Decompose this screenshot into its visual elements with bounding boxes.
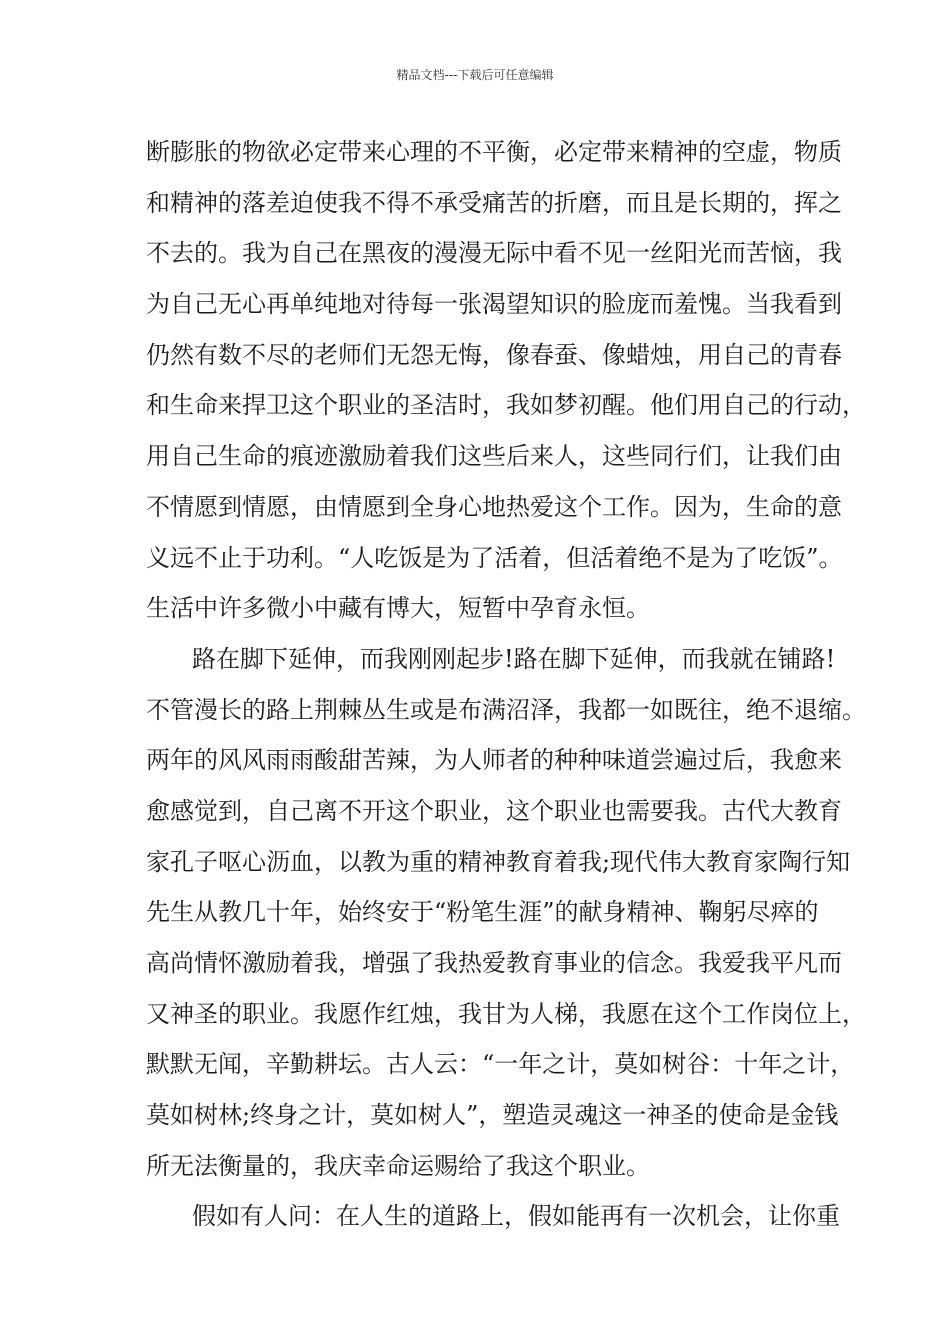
text-line: 默默无闻，辛勤耕坛。古人云：“一年之计，莫如树谷：十年之计， bbox=[146, 1050, 855, 1079]
text-line: 先生从教几十年，始终安于“粉笔生涯”的献身精神、鞠躬尽瘁的 bbox=[146, 898, 819, 927]
document-body bbox=[146, 132, 866, 1247]
text-line: 不管漫长的路上荆棘丛生或是布满沼泽，我都一如既往，绝不退缩。 bbox=[146, 695, 866, 724]
text-line: 愈感觉到，自己离不开这个职业，这个职业也需要我。古代大教育 bbox=[146, 796, 842, 825]
text-line: 用自己生命的痕迹激励着我们这些后来人，这些同行们，让我们由 bbox=[146, 442, 842, 471]
text-line: 高尚情怀激励着我，增强了我热爱教育事业的信念。我爱我平凡而 bbox=[146, 949, 842, 977]
text-line: 和生命来捍卫这个职业的圣洁时，我如梦初醒。他们用自己的行动， bbox=[146, 391, 866, 420]
text-line: 莫如树林;终身之计，莫如树人”，塑造灵魂这一神圣的使命是金钱 bbox=[146, 1101, 839, 1130]
text-line: 不去的。我为自己在黑夜的漫漫无际中看不见一丝阳光而苦恼，我 bbox=[146, 239, 842, 268]
text-line: 仍然有数不尽的老师们无怨无悔，像春蚕、像蜡烛，用自己的青春 bbox=[146, 340, 842, 369]
text-line: 生活中许多微小中藏有博大，短暂中孕育永恒。 bbox=[146, 594, 650, 623]
text-line: 两年的风风雨雨酸甜苦辣，为人师者的种种味道尝遍过后，我愈来 bbox=[146, 746, 842, 775]
text-line: 和精神的落差迫使我不得不承受痛苦的折磨，而且是长期的，挥之 bbox=[146, 188, 842, 217]
text-line: 断膨胀的物欲必定带来心理的不平衡，必定带来精神的空虚，物质 bbox=[146, 138, 842, 166]
text-line: 为自己无心再单纯地对待每一张渴望知识的脸庞而羞愧。当我看到 bbox=[146, 290, 842, 319]
paragraph-start-line: 假如有人问：在人生的道路上，假如能再有一次机会，让你重 bbox=[192, 1202, 840, 1231]
text-line: 所无法衡量的，我庆幸命运赐给了我这个职业。 bbox=[146, 1151, 650, 1180]
text-line: 不情愿到情愿，由情愿到全身心地热爱这个工作。因为，生命的意 bbox=[146, 492, 842, 521]
text-line: 义远不止于功利。“人吃饭是为了活着，但活着绝不是为了吃饭”。 bbox=[146, 543, 843, 572]
text-line: 又神圣的职业。我愿作红烛，我甘为人梯，我愿在这个工作岗位上， bbox=[146, 999, 866, 1028]
paragraph-start-line: 路在脚下延伸，而我刚刚起步!路在脚下延伸，而我就在铺路! bbox=[192, 644, 836, 673]
page-header: 精品文档---下载后可任意编辑 bbox=[396, 68, 554, 82]
text-line: 家孔子呕心沥血，以教为重的精神教育着我;现代伟大教育家陶行知 bbox=[146, 847, 851, 876]
